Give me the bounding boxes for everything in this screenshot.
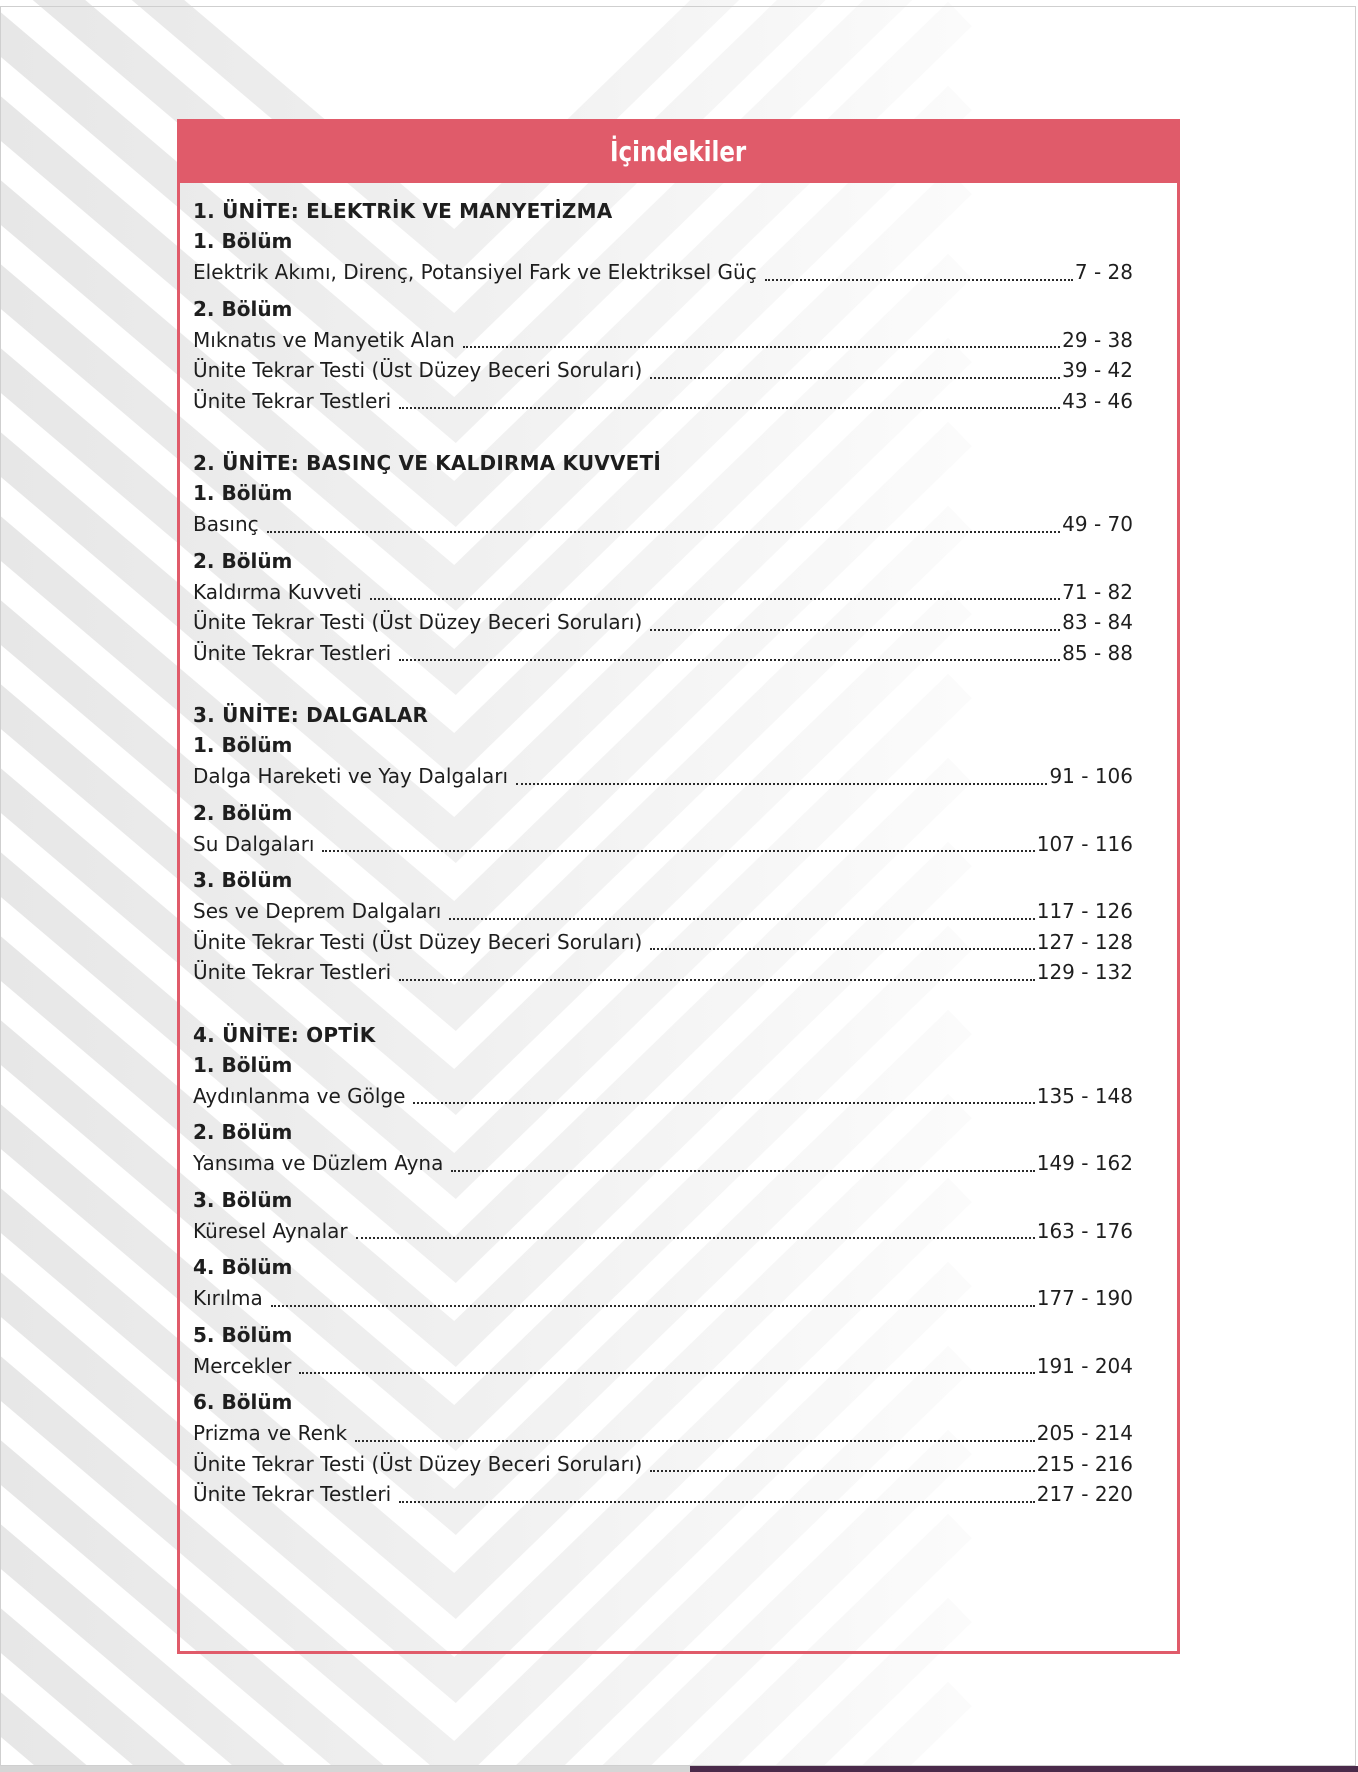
entry-label: Basınç [193, 512, 259, 536]
section-heading: 2. Bölüm [193, 800, 293, 825]
entry-pages: 43 - 46 [1062, 388, 1133, 413]
entry-label: Ünite Tekrar Testleri [193, 1482, 392, 1506]
entry-label: Ünite Tekrar Testleri [193, 960, 392, 984]
toc-entry[interactable] [193, 1216, 1133, 1247]
dot-leader [271, 1304, 1035, 1307]
entry-pages: 129 - 132 [1036, 960, 1133, 984]
toc-entry[interactable] [193, 1418, 1133, 1449]
dot-leader [650, 376, 1060, 379]
unit-spacer [193, 668, 1133, 700]
toc-list [193, 196, 1133, 1510]
toc-entry[interactable] [193, 927, 1133, 958]
entry-pages: 71 - 82 [1062, 579, 1133, 604]
toc-header [177, 119, 1180, 183]
toc-entry[interactable] [193, 386, 1133, 417]
toc-entry[interactable] [193, 257, 1133, 288]
toc-entry[interactable] [193, 325, 1133, 356]
bottom-accent-bar [690, 1766, 1358, 1772]
entry-pages: 149 - 162 [1036, 1151, 1133, 1175]
entry-label: Ünite Tekrar Testleri [193, 640, 392, 665]
entry-label: Ses ve Deprem Dalgaları [193, 899, 442, 923]
toc-entry[interactable] [193, 896, 1133, 927]
entry-label: Ünite Tekrar Testi (Üst Düzey Beceri Soruları) [193, 358, 643, 382]
section-heading: 1. Bölüm [193, 1052, 293, 1077]
toc-entry[interactable] [193, 509, 1133, 540]
toc-entry[interactable] [193, 1148, 1133, 1179]
dot-leader [370, 597, 1060, 600]
dot-leader [299, 1371, 1034, 1374]
toc-entry[interactable] [193, 1351, 1133, 1382]
entry-pages: 85 - 88 [1062, 640, 1133, 665]
dot-leader [355, 1439, 1035, 1442]
toc-entry[interactable] [193, 1283, 1133, 1314]
section-heading: 5. Bölüm [193, 1322, 293, 1347]
entry-pages: 29 - 38 [1062, 327, 1133, 352]
entry-pages: 191 - 204 [1036, 1353, 1133, 1378]
dot-leader [765, 278, 1073, 281]
entry-label: Küresel Aynalar [193, 1218, 348, 1243]
toc-entry[interactable] [193, 1449, 1133, 1480]
entry-label: Elektrik Akımı, Direnç, Potansiyel Fark ve Elektriksel Güç [193, 260, 757, 284]
entry-pages: 107 - 116 [1036, 831, 1133, 856]
entry-pages: 163 - 176 [1036, 1218, 1133, 1243]
unit-title: 1. ÜNİTE: ELEKTRİK VE MANYETİZMA [193, 199, 613, 223]
dot-leader [650, 947, 1034, 950]
toc-entry[interactable] [193, 638, 1133, 669]
section-heading: 2. Bölüm [193, 548, 293, 573]
entry-label: Ünite Tekrar Testi (Üst Düzey Beceri Soruları) [193, 1451, 643, 1476]
entry-label: Yansıma ve Düzlem Ayna [193, 1151, 444, 1175]
entry-label: Ünite Tekrar Testi (Üst Düzey Beceri Soruları) [193, 610, 643, 634]
entry-label: Prizma ve Renk [193, 1421, 348, 1445]
dot-leader [449, 917, 1034, 920]
dot-leader [267, 530, 1061, 533]
entry-label: Kırılma [193, 1286, 263, 1310]
entry-label: Ünite Tekrar Testleri [193, 388, 392, 413]
entry-label: Dalga Hareketi ve Yay Dalgaları [193, 764, 508, 788]
section-heading: 4. Bölüm [193, 1255, 293, 1279]
dot-leader [399, 1500, 1035, 1503]
dot-leader [516, 782, 1047, 785]
dot-leader [650, 1469, 1034, 1472]
section-heading: 3. Bölüm [193, 868, 293, 892]
entry-label: Mercekler [193, 1353, 292, 1378]
toc-entry[interactable] [193, 957, 1133, 988]
entry-pages: 215 - 216 [1036, 1451, 1133, 1476]
entry-pages: 127 - 128 [1036, 929, 1133, 954]
entry-label: Aydınlanma ve Gölge [193, 1083, 406, 1108]
dot-leader [413, 1101, 1034, 1104]
dot-leader [356, 1236, 1035, 1239]
dot-leader [322, 849, 1034, 852]
entry-pages: 135 - 148 [1036, 1083, 1133, 1108]
toc-entry[interactable] [193, 577, 1133, 608]
section-heading: 2. Bölüm [193, 296, 293, 321]
entry-pages: 49 - 70 [1062, 512, 1133, 536]
dot-leader [650, 628, 1060, 631]
toc-entry[interactable] [193, 829, 1133, 860]
entry-label: Kaldırma Kuvveti [193, 579, 362, 604]
toc-entry[interactable] [193, 355, 1133, 386]
toc-entry[interactable] [193, 607, 1133, 638]
section-heading: 6. Bölüm [193, 1390, 293, 1414]
toc-entry[interactable] [193, 761, 1133, 792]
unit-title: 2. ÜNİTE: BASINÇ VE KALDIRMA KUVVETİ [193, 451, 662, 475]
unit-spacer [193, 416, 1133, 448]
entry-pages: 39 - 42 [1062, 358, 1133, 382]
section-heading: 3. Bölüm [193, 1187, 293, 1212]
entry-label: Ünite Tekrar Testi (Üst Düzey Beceri Soruları) [193, 929, 643, 954]
dot-leader [399, 978, 1035, 981]
unit-title: 3. ÜNİTE: DALGALAR [193, 703, 429, 727]
entry-pages: 91 - 106 [1049, 764, 1133, 788]
dot-leader [399, 658, 1060, 661]
toc-entry[interactable] [193, 1081, 1133, 1112]
entry-pages: 177 - 190 [1036, 1286, 1133, 1310]
entry-pages: 7 - 28 [1074, 260, 1133, 284]
entry-pages: 117 - 126 [1036, 899, 1133, 923]
entry-pages: 217 - 220 [1036, 1482, 1133, 1506]
entry-label: Mıknatıs ve Manyetik Alan [193, 327, 455, 352]
dot-leader [451, 1169, 1034, 1172]
entry-pages: 83 - 84 [1062, 610, 1133, 634]
entry-pages: 205 - 214 [1036, 1421, 1133, 1445]
dot-leader [463, 345, 1060, 348]
entry-label: Su Dalgaları [193, 831, 315, 856]
section-heading: 1. Bölüm [193, 733, 293, 757]
unit-title: 4. ÜNİTE: OPTİK [193, 1022, 376, 1047]
section-heading: 1. Bölüm [193, 229, 293, 253]
page-title: İçindekiler [610, 134, 747, 168]
section-heading: 1. Bölüm [193, 481, 293, 505]
section-heading: 2. Bölüm [193, 1120, 293, 1144]
toc-entry[interactable] [193, 1479, 1133, 1510]
dot-leader [399, 406, 1060, 409]
unit-spacer [193, 988, 1133, 1020]
